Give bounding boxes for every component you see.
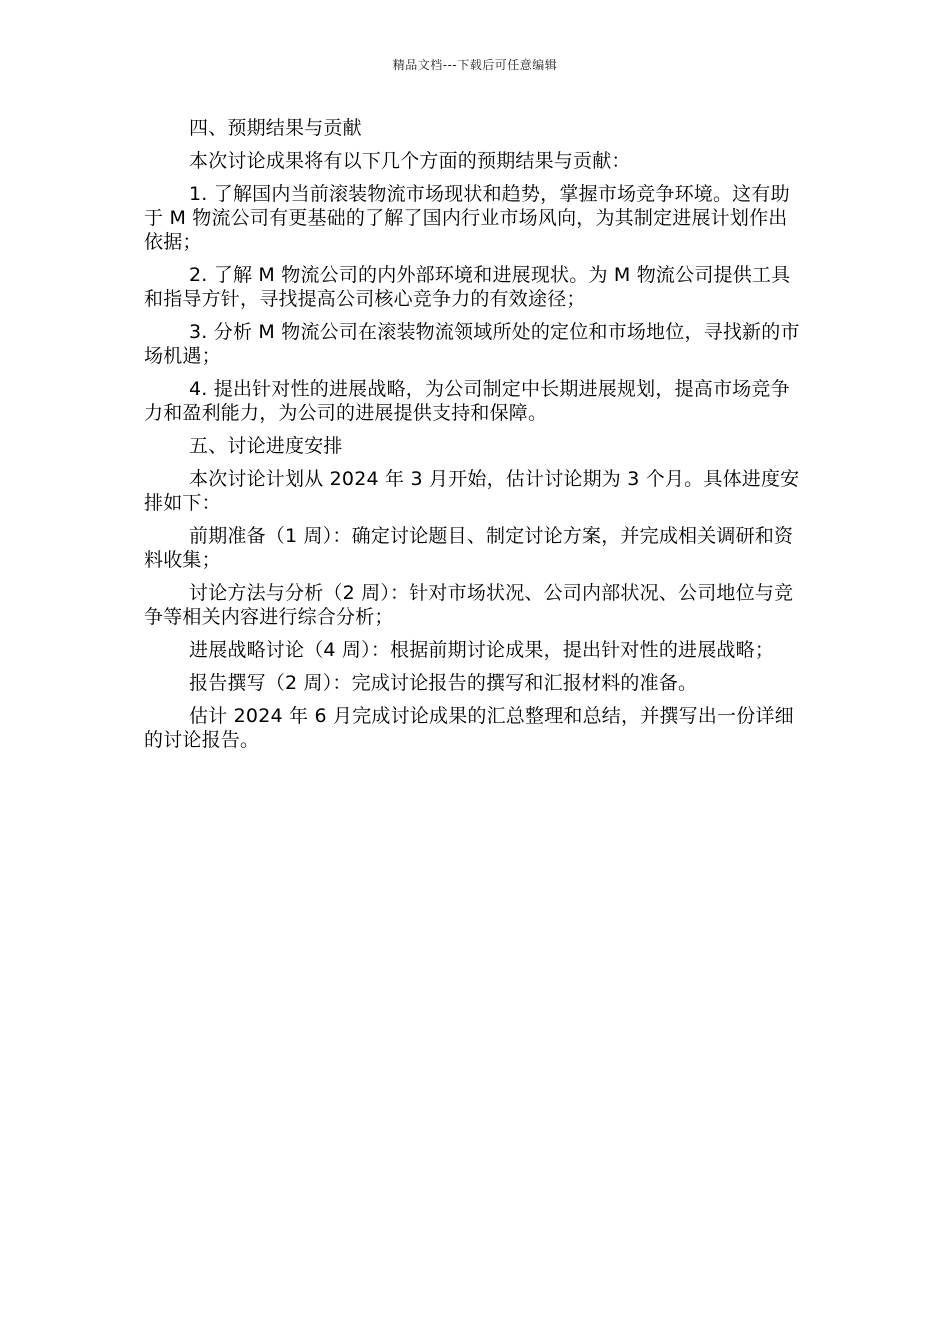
list-item-result-1: 1. 了解国内当前滚装物流市场现状和趋势，掌握市场竞争环境。这有助于 M 物流公司有更基础的了解了国内行业市场风向，为其制定进展计划作出依据；	[144, 183, 790, 253]
schedule-item-analysis: 讨论方法与分析（2 周）：针对市场状况、公司内部状况、公司地位与竞争等相关内容进行综合分析；	[144, 582, 794, 628]
schedule-item-strategy: 进展战略讨论（4 周）：根据前期讨论成果，提出针对性的进展战略；	[189, 639, 775, 661]
section-heading-expected-results: 四、预期结果与贡献	[189, 117, 362, 139]
page-header: 精品文档---下载后可任意编辑	[392, 58, 558, 72]
list-item-result-2: 2. 了解 M 物流公司的内外部环境和进展现状。为 M 物流公司提供工具和指导方针，寻找提高公司核心竞争力的有效途径；	[144, 264, 791, 310]
schedule-item-report: 报告撰写（2 周）：完成讨论报告的撰写和汇报材料的准备。	[189, 672, 698, 694]
list-item-result-4: 4. 提出针对性的进展战略，为公司制定中长期进展规划，提高市场竞争力和盈利能力，为公司的进展提供支持和保障。	[144, 378, 790, 424]
paragraph-schedule-intro: 本次讨论计划从 2024 年 3 月开始，估计讨论期为 3 个月。具体进度安排如下：	[144, 468, 800, 514]
section-heading-schedule: 五、讨论进度安排	[189, 435, 343, 457]
paragraph-intro-results: 本次讨论成果将有以下几个方面的预期结果与贡献：	[189, 150, 631, 172]
document-body	[144, 116, 806, 761]
paragraph-conclusion: 估计 2024 年 6 月完成讨论成果的汇总整理和总结，并撰写出一份详细的讨论报告。	[144, 705, 794, 751]
list-item-result-3: 3. 分析 M 物流公司在滚装物流领域所处的定位和市场地位，寻找新的市场机遇；	[144, 321, 800, 367]
schedule-item-preparation: 前期准备（1 周）：确定讨论题目、制定讨论方案，并完成相关调研和资料收集；	[144, 525, 794, 571]
